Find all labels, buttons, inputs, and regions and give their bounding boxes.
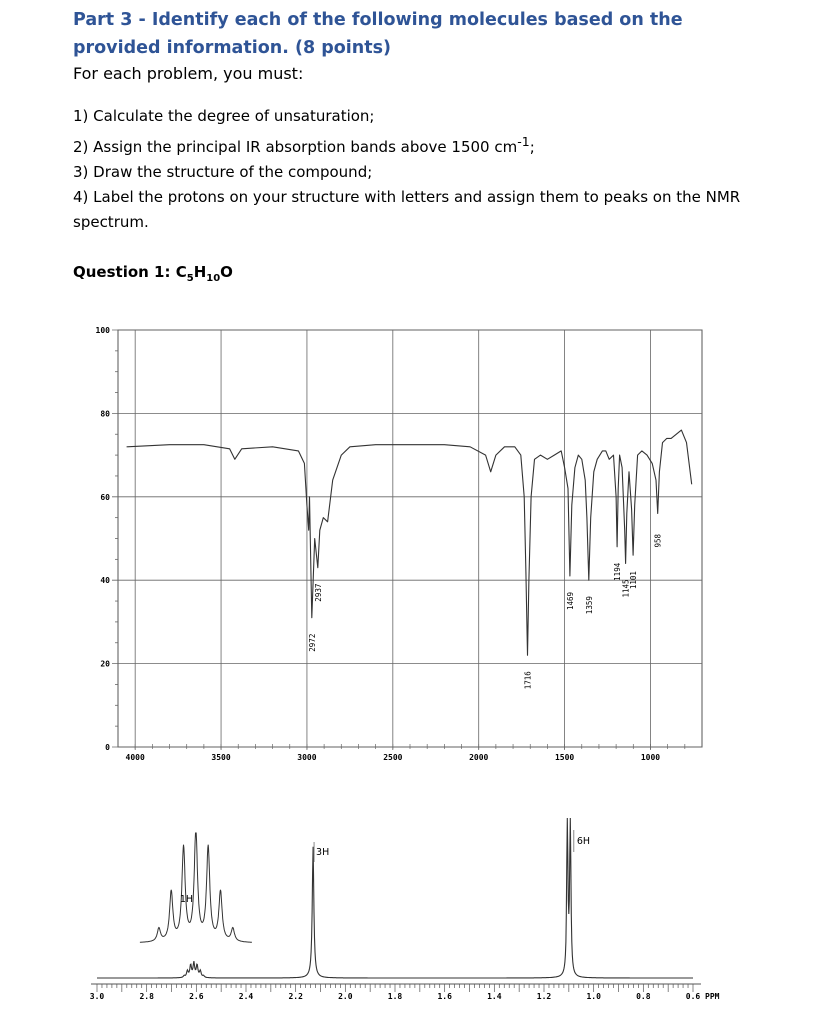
step-item	[73, 129, 773, 160]
ir-peak-label: 1359	[584, 596, 594, 615]
ir-x-tick-label: 2500	[383, 753, 403, 762]
formula-h: H	[193, 263, 207, 281]
nmr-x-tick-label: 1.8	[387, 992, 403, 1001]
nmr-x-tick-label: 2.8	[139, 992, 154, 1001]
nmr-x-tick-label: 2.6	[189, 992, 204, 1001]
step-superscript: -1	[517, 134, 530, 149]
ir-peak-label: 1469	[565, 591, 575, 611]
step-text: 2) Assign the principal IR absorption bands above 1500 cm	[73, 138, 518, 156]
ir-y-tick-label: 0	[105, 743, 110, 752]
step-item: 1) Calculate the degree of unsaturation;	[73, 107, 375, 125]
formula-c-count: 5	[186, 273, 194, 284]
step-suffix: ;	[529, 138, 535, 156]
nmr-x-tick-label: 3.0	[89, 992, 105, 1001]
page-title: Part 3 - Identify each of the following molecules based on the provided information. (8 points)	[73, 10, 683, 58]
nmr-x-tick-label: 1.2	[536, 992, 552, 1001]
ir-peak-label: 2972	[307, 633, 317, 652]
ir-peak-label: 958	[653, 533, 663, 548]
nmr-x-tick-label: 1.4	[487, 992, 502, 1001]
nmr-x-tick-label: 2.0	[338, 992, 353, 1001]
nmr-x-tick-label: 0.8	[636, 992, 651, 1001]
question-title	[73, 263, 233, 284]
ir-peak-label: 1194	[613, 562, 623, 581]
ir-x-tick-label: 3500	[211, 753, 231, 762]
formula-o: O	[220, 263, 233, 281]
ir-peak-label: 1716	[523, 671, 533, 690]
nmr-x-tick-label: 1.0	[586, 992, 601, 1001]
ir-y-tick-label: 80	[100, 409, 110, 419]
ir-x-tick-label: 1000	[640, 753, 661, 762]
instruction-steps	[73, 104, 773, 235]
nmr-integration-label: 1H	[179, 894, 194, 905]
ir-y-tick-label: 100	[95, 326, 110, 335]
step-item: 3) Draw the structure of the compound;	[73, 163, 373, 181]
ir-transmittance-trace	[127, 430, 692, 655]
ir-peak-label: 2937	[313, 583, 323, 602]
ir-x-tick-label: 2000	[469, 753, 489, 762]
nmr-spectrum-trace	[97, 818, 693, 978]
ir-plot-frame	[118, 330, 702, 747]
nmr-x-tick-label: 1.6	[437, 992, 452, 1001]
nmr-axis-unit-label: PPM	[705, 992, 720, 1001]
ir-x-tick-label: 1500	[554, 753, 575, 762]
nmr-integration-label: 3H	[316, 847, 330, 858]
nmr-x-tick-label: 0.6	[685, 992, 701, 1001]
nmr-x-tick-label: 2.4	[238, 992, 254, 1001]
ir-y-tick-label: 60	[100, 492, 110, 502]
instructions-intro: For each problem, you must:	[73, 64, 304, 83]
ir-peak-label: 1145	[621, 579, 631, 598]
ir-x-tick-label: 3000	[297, 753, 317, 762]
step-item: 4) Label the protons on your structure with letters and assign them to peaks on the NMR spectrum.	[73, 188, 741, 231]
nmr-integration-label: 6H	[576, 836, 591, 847]
nmr-x-tick-label: 2.2	[288, 992, 303, 1001]
ir-peak-label: 1101	[629, 571, 639, 590]
question-label: Question 1: C	[73, 263, 187, 281]
ir-x-tick-label: 4000	[125, 753, 145, 762]
nmr-expansion-trace	[140, 833, 252, 942]
formula-h-count: 10	[206, 273, 221, 284]
ir-y-tick-label: 20	[100, 659, 110, 669]
ir-y-tick-label: 40	[100, 576, 110, 586]
